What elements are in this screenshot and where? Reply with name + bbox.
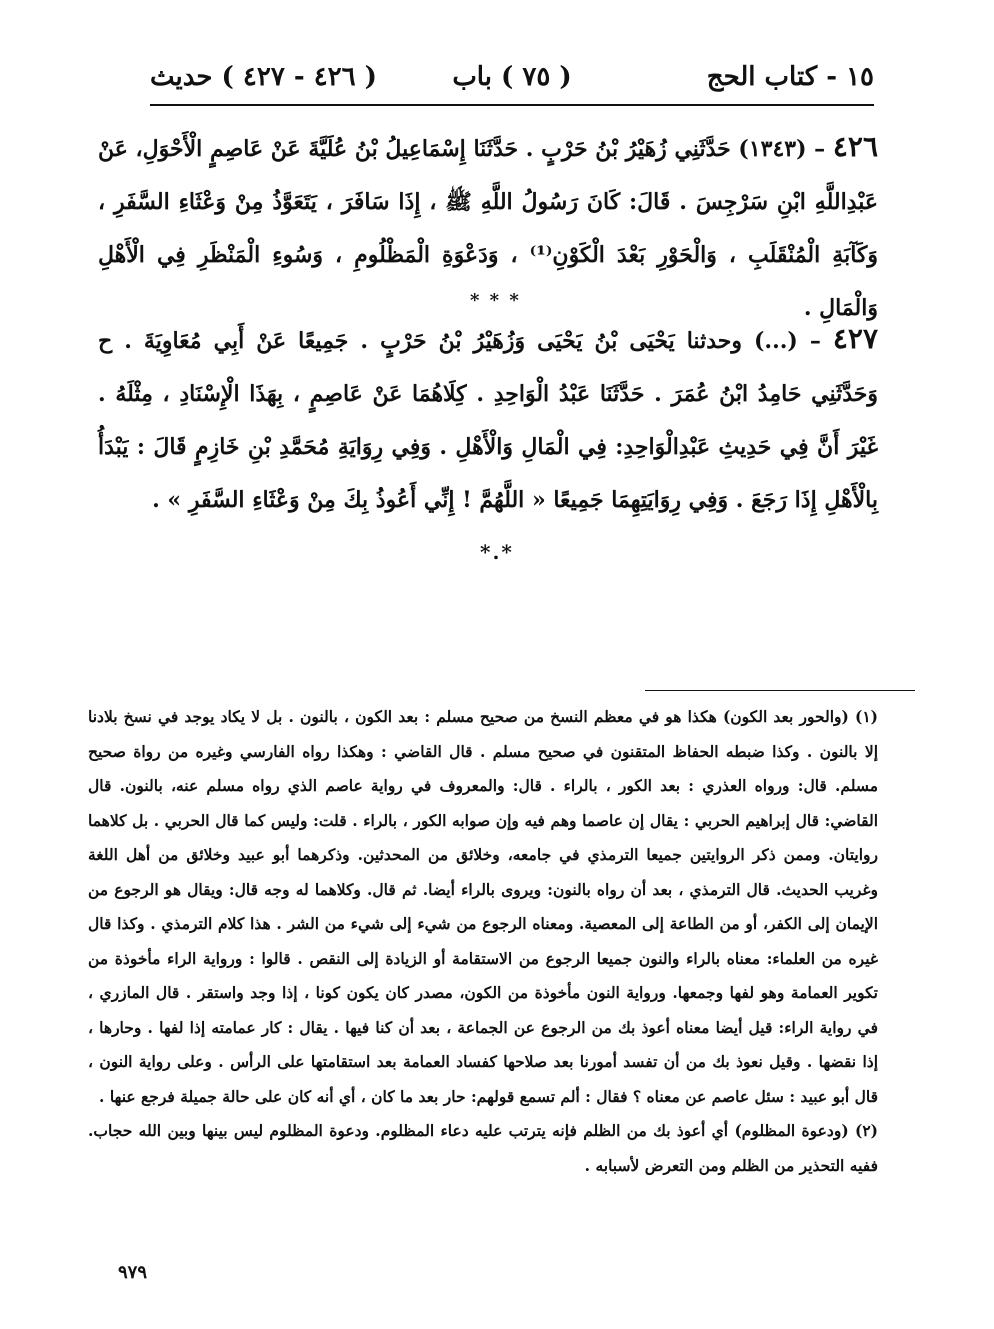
hadith-427 [98,312,878,527]
separator-stars: * * * [470,290,521,311]
chapter-label: ( ٧٥ ) باب [452,62,572,92]
hadith-range: ( ٤٢٦ - ٤٢٧ ) حديث [150,62,377,92]
footnote-2: (٢) (ودعوة المظلوم) أي أعوذ بك من الظلم فإنه يترتب عليه دعاء المظلوم. ودعوة المظلوم ليس بينها وبين الله حجاب. ففيه التحذير من الظلم ومن التعرض لأسبابه . [88,1121,878,1175]
end-ornament: *.* [480,540,514,564]
running-header [150,62,874,102]
page-number: ٩٧٩ [118,1262,148,1283]
hadith-text: – (...) وحدثنا يَحْيَى بْنُ يَحْيَى وَزُهَيْرُ بْنُ حَرْبٍ . جَمِيعًا عَنْ أَبِي مُعَاوِيَةَ . ح وَحَدَّثَنِي حَامِدُ ابْنُ عُمَرَ . حَدَّثَنَا عَبْدُ الْوَاحِدِ . كِلَاهُمَا عَنْ عَاصِمٍ ، بِهَذَا الْإِسْنَادِ ، مِثْلَهُ . غَيْرَ أَنَّ فِي حَدِيثِ عَبْدِالْوَاحِدِ: فِي الْمَالِ وَالْأَهْلِ . وَفِي رِوَايَةِ مُحَمَّدِ بْنِ خَازِمٍ قَالَ : يَبْدَأُ بِالْأَهْلِ إِذَا رَجَعَ . وَفِي رِوَايَتِهِمَا جَمِيعًا « اللَّهُمَّ ! إِنِّي أَعُوذُ بِكَ مِنْ وَعْثَاءِ السَّفَرِ » . [98,328,878,513]
footnote-rule [645,690,915,691]
footnote-1: (١) (والحور بعد الكون) هكذا هو في معظم النسخ من صحيح مسلم : بعد الكون ، بالنون . بل لا يكاد يوجد في نسخ بلادنا إلا بالنون . وكذا ضبطه الحفاظ المتقنون في صحيح مسلم . قال القاضي : وهكذا رواه الفارسي وغيره من رواة صحيح مسلم. قال: ورواه العذري : بعد الكور ، بالراء . قال: والمعروف في رواية عاصم الذي رواه مسلم عنه، بالنون. قال القاضي: قال إبراهيم الحربي : يقال إن عاصما وهم فيه وإن صوابه الكور ، بالراء . قلت: وليس كما قال الحربي . بل كلاهما روايتان. وممن ذكر الروايتين جميعا الترمذي في جامعه، وخلائق من المحدثين. وذكرهما أبو عبيد وخلائق من أهل اللغة وغريب الحديث. قال الترمذي ، بعد أن رواه بالنون: ويروى بالراء أيضا. ثم قال. وكلاهما له وجه قال: ويقال هو الرجوع من الإيمان إلى الكفر، أو من الطاعة إلى المعصية. ومعناه الرجوع من شيء إلى شيء من الشر . هذا كلام الترمذي . وكذا قال غيره من العلماء: معناه بالراء والنون جميعا الرجوع من الاستقامة أو الزيادة إلى النقص . قالوا : ورواية الراء مأخوذة من تكوير العمامة وهو لفها وجمعها. ورواية النون مأخوذة من الكون، مصدر كان يكون كونا ، إذا وجد واستقر . قال المازري ، في رواية الراء: قيل أيضا معناه أعوذ بك من الرجوع عن الجماعة ، بعد أن كنا فيها . يقال : كار عمامته إذا لفها . وحارها ، إذا نقضها . وقيل نعوذ بك من أن تفسد أمورنا بعد صلاحها كفساد العمامة بعد استقامتها على الرأس . وعلى رواية النون ، قال أبو عبيد : سئل عاصم عن معناه ؟ فقال : ألم تسمع قولهم: حار بعد ما كان ، أي أنه كان على حالة جميلة فرجع عنها . [88,707,878,1106]
header-rule [150,104,874,106]
hadith-text: – (١٣٤٣) حَدَّثَنِي زُهَيْرُ بْنُ حَرْبٍ . حَدَّثَنَا إِسْمَاعِيلُ بْنُ عُلَيَّةَ عَنْ عَاصِمٍ الْأَحْوَلِ، عَنْ عَبْدِاللَّهِ ابْنِ سَرْجِسَ . قَالَ: كَانَ رَسُولُ اللَّهِ ﷺ ، إِذَا سَافَرَ ، يَتَعَوَّذُ مِنْ وَعْثَاءِ السَّفَرِ ، وَكَآبَةِ الْمُنْقَلَبِ ، وَالْحَوْرِ بَعْدَ الْكَوْنِ⁽¹⁾ ، وَدَعْوَةِ الْمَظْلُومِ ، وَسُوءِ الْمَنْظَرِ فِي الْأَهْلِ وَالْمَالِ . [98,136,878,321]
hadith-number: ٤٢٧ [832,322,878,355]
book-title: ١٥ - كتاب الحج [706,62,874,92]
footnotes [88,700,878,1183]
hadith-number: ٤٢٦ [832,130,878,163]
